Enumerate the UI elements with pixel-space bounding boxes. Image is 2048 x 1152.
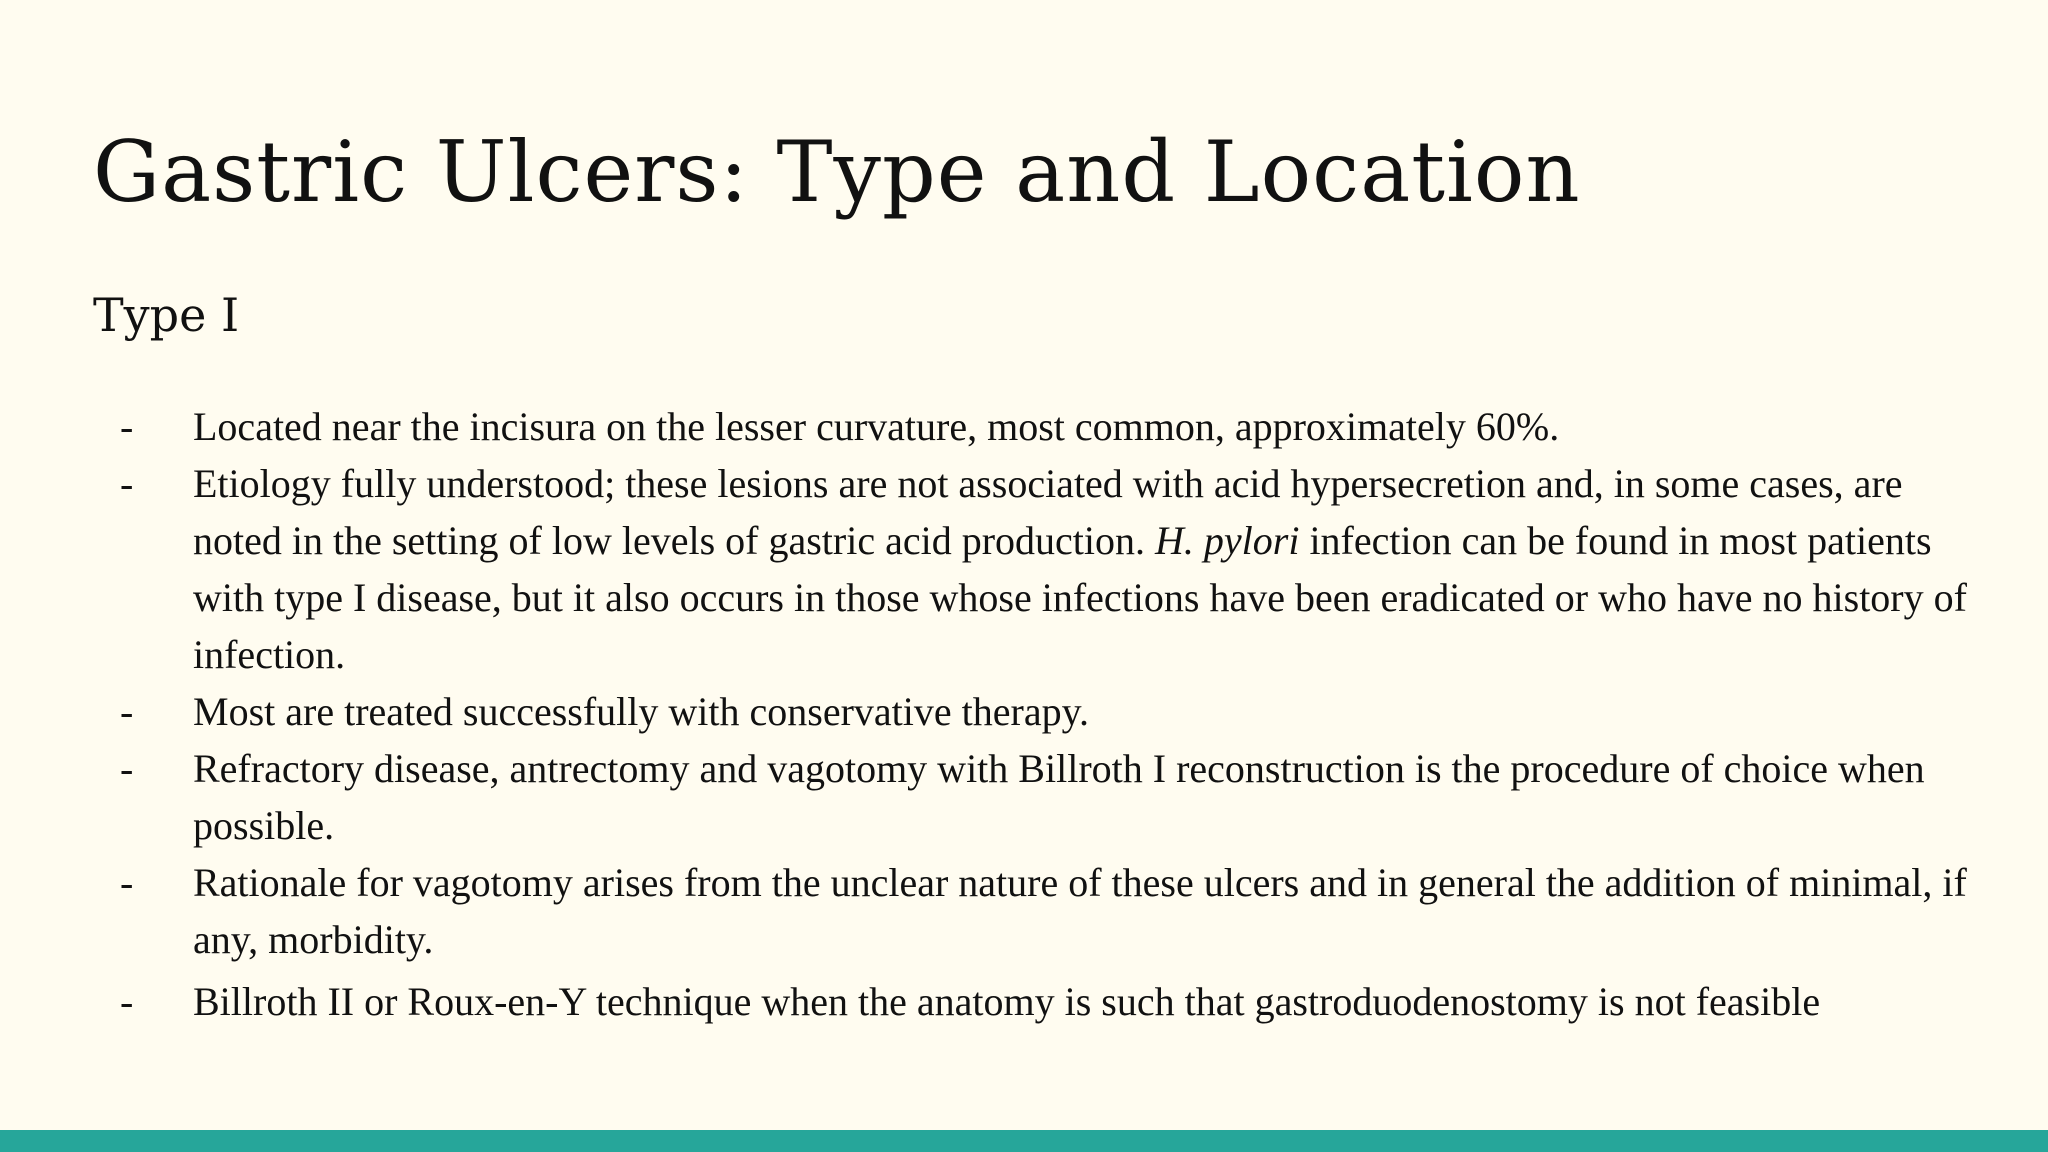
list-item: [120, 398, 1970, 455]
bullet-text-italic: H. pylori: [1155, 518, 1300, 563]
bullet-list: [120, 398, 1970, 1035]
list-item: [120, 683, 1970, 740]
bullet-text-part: Etiology fully understood; these lesions are not associated with acid hypersecretion and, in some cases, are noted in the setting of low levels of gastric acid production.: [193, 461, 1903, 563]
slide-subtitle: Type I: [93, 288, 240, 342]
bullet-text: Most are treated successfully with conservative therapy.: [193, 689, 1089, 734]
bullet-dash: -: [120, 404, 134, 449]
bullet-dash: -: [120, 979, 134, 1024]
bullet-dash: -: [120, 461, 134, 506]
bullet-text-part: infection can be found in most patients with type I disease, but it also occurs in those whose infections have been eradicated or who have no history of infection.: [193, 518, 1967, 677]
bottom-accent-bar: [0, 1130, 2048, 1152]
list-item: [120, 740, 1970, 854]
bullet-text: Rationale for vagotomy arises from the unclear nature of these ulcers and in general the addition of minimal, if any, morbidity.: [193, 860, 1967, 962]
list-item: [120, 854, 1970, 968]
bullet-dash: -: [120, 689, 134, 734]
list-item: [120, 968, 1970, 1035]
bullet-text: Located near the incisura on the lesser curvature, most common, approximately 60%.: [193, 404, 1560, 449]
bullet-text: Refractory disease, antrectomy and vagotomy with Billroth I reconstruction is the procedure of choice when possible.: [193, 746, 1925, 848]
list-item: [120, 455, 1970, 683]
bullet-dash: -: [120, 860, 134, 905]
bullet-dash: -: [120, 746, 134, 791]
slide-title: Gastric Ulcers: Type and Location: [93, 123, 1581, 221]
bullet-text: Billroth II or Roux-en-Y technique when the anatomy is such that gastroduodenostomy is not feasible: [193, 979, 1821, 1024]
